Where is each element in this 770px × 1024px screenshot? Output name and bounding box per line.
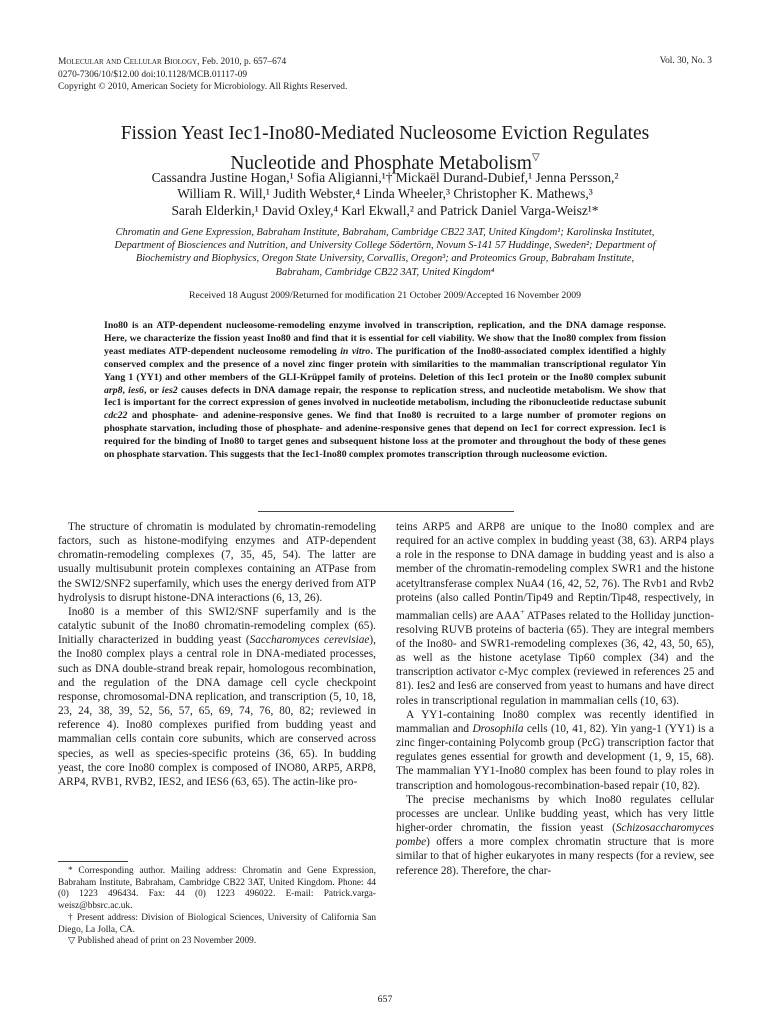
- author-line-2: William R. Will,¹ Judith Webster,⁴ Linda Wheeler,³ Christopher K. Mathews,³: [177, 186, 593, 202]
- author-line-1: Cassandra Justine Hogan,¹ Sofia Aligianni,¹† Mickaël Durand-Dubief,¹ Jenna Persson,²: [151, 170, 619, 185]
- body-paragraph: The precise mechanisms by which Ino80 regulates cellular processes are unclear. Unlike budding yeast, which has very little higher-order chromatin, the fission yeast (Schizosaccharomyces pombe) offers a more complex chromatin structure that is more similar to that of higher eukaryotes in many respects (for a review, see reference 28). Therefore, the char-: [396, 793, 714, 877]
- gene-arp8: arp8: [104, 384, 123, 396]
- title-line-1: Fission Yeast Iec1-Ino80-Mediated Nucleosome Eviction Regulates: [120, 123, 650, 144]
- epub-mark: ▽: [531, 152, 540, 163]
- copyright-line: Copyright © 2010, American Society for Microbiology. All Rights Reserved.: [58, 82, 348, 92]
- footnotes: [58, 866, 376, 948]
- footnote-divider: [58, 861, 128, 862]
- affiliation-line-2: Department of Biosciences and Nutrition, and University College Södertörn, Novum S-141 57 Huddinge, Sweden²; Department of: [114, 240, 656, 252]
- journal-citation: , Feb. 2010, p. 657–674: [197, 57, 287, 67]
- abstract-text: and phosphate- and adenine-responsive genes. We find that Ino80 is recruited to a large number of promoter regions on phosphate starvation, including those of phosphate- and adenine-responsive genes that depend on Iec1 for correct expression. Iec1 is required for the binding of Ino80 to target genes and subsequent histone loss at the promoter and throughout the body of these genes on phosphate starvation. This suggests that the Iec1-Ino80 complex promotes transcription through nucleosome eviction.: [104, 410, 666, 461]
- abstract-italic: in vitro: [340, 345, 371, 357]
- abstract-divider: [258, 511, 514, 512]
- abstract-text: ,: [122, 384, 129, 396]
- journal-name: Molecular and Cellular Biology: [58, 57, 198, 67]
- species-name: Saccharomyces cerevisiae: [249, 634, 370, 647]
- superscript: +: [520, 606, 525, 616]
- gene-cdc22: cdc22: [104, 410, 128, 422]
- abstract-text: Ino80 is an ATP-dependent nucleosome-remodeling enzyme involved in transcription, replication, and the DNA damage response. Here, we characterize the fission yeast Ino80 and find that it is essential for cell viability. We show that the Ino80 complex from fission yeast mediates ATP-dependent nucleosome remodeling: [104, 320, 666, 357]
- received-dates: Received 18 August 2009/Returned for modification 21 October 2009/Accepted 16 November 2009: [188, 290, 582, 301]
- left-column: [58, 520, 376, 789]
- species-name: Drosophila: [472, 722, 524, 735]
- running-header: [58, 56, 347, 94]
- body-paragraph: teins ARP5 and ARP8 are unique to the Ino80 complex and are required for an active complex in budding yeast (38, 63). ARP4 plays a role in the response to DNA damage in budding yeast and is also a member of the chromatin-remodeling complex SWR1 and the histone acetyltransferase complex NuA4 (16, 42, 52, 76). The Rvb1 and Rvb2 proteins (also called Pontin/Tip49 and Reptin/Tip48, respectively, in mammalian cells) are AAA+ ATPases related to the Holliday junction-resolving RUVB proteins of bacteria (65). They are integral members of the Ino80- and SWR1-remodeling complexes (36, 42, 43, 50, 65), as well as the histone acetylase Tip60 complex (34) and the transcription activator c-Myc complex (reviewed in references 25 and 81). Ies2 and Ies6 are conserved from yeast to humans and have direct roles in transcriptional regulation in mammalian cells (10, 63).: [396, 521, 714, 707]
- page-number: 657: [377, 994, 393, 1005]
- affiliation-line-1: Chromatin and Gene Expression, Babraham Institute, Babraham, Cambridge CB22 3AT, United Kingdom¹; Karolinska Institutet,: [115, 227, 655, 238]
- author-line-3: Sarah Elderkin,¹ David Oxley,⁴ Karl Ekwall,² and Patrick Daniel Varga-Weisz¹*: [171, 202, 599, 218]
- right-column: [396, 520, 714, 878]
- footnote-present-address: † Present address: Division of Biological Sciences, University of California San Diego, La Jolla, CA.: [58, 912, 376, 935]
- gene-ies6: ies6: [128, 384, 144, 396]
- body-paragraph: Ino80 is a member of this SWI2/SNF superfamily and is the catalytic subunit of the Ino80 chromatin-remodeling complex (65). Initially characterized in budding yeast (Saccharomyces cerevisiae), the Ino80 complex plays a central role in DNA-mediated processes, such as DNA double-strand break repair, homologous recombination, and the regulation of the DNA damage cell cycle checkpoint response, chromosomal-DNA replication, and transcription (5, 10, 18, 23, 24, 38, 39, 52, 56, 57, 65, 69, 74, 76, 80, 82; reviewed in reference 4). Ino80 complexes purified from budding yeast and mammalian cells contain core subunits, which are conserved across species, as well as species-specific proteins (36, 65). In budding yeast, the core Ino80 complex is composed of INO80, ARP5, ARP8, ARP4, RVB1, RVB2, IES2, and IES6 (63, 65). The actin-like pro-: [58, 605, 377, 788]
- issn-line: 0270-7306/10/$12.00 doi:10.1128/MCB.01117-09: [58, 69, 248, 80]
- title-line-2: Nucleotide and Phosphate Metabolism: [230, 153, 532, 174]
- footnote-corresponding: * Corresponding author. Mailing address: Chromatin and Gene Expression, Babraham Institute, Babraham, Cambridge CB22 3AT, United Kingdom. Phone: 44 (0) 1223 496434. Fax: 44 (0) 1223 496022. E-mail: Patrick.varga-weisz@bbsrc.ac.uk.: [58, 866, 376, 912]
- author-list: [40, 170, 730, 219]
- species-name: Schizosaccharomyces pombe: [396, 822, 714, 849]
- volume-issue: Vol. 30, No. 3: [659, 56, 712, 66]
- affiliation-line-3: Biochemistry and Biophysics, Oregon State University, Corvallis, Oregon³; and Proteomics Group, Babraham Institute,: [135, 253, 635, 265]
- body-paragraph: The structure of chromatin is modulated by chromatin-remodeling factors, such as histone-modifying enzymes and ATP-dependent chromatin-remodeling complexes (7, 35, 45, 54). The latter are usually multisubunit protein complexes containing an ATPase from the SWI2/SNF2 superfamily, which uses the energy derived from ATP hydrolysis to disrupt histone-DNA interactions (6, 13, 26).: [58, 521, 376, 604]
- body-paragraph: A YY1-containing Ino80 complex was recently identified in mammalian and Drosophila cells (10, 41, 82). Yin yang-1 (YY1) is a zinc finger-containing Polycomb group (PcG) transcription factor that regulates genes essential for growth and development (1, 9, 15, 68). The mammalian YY1-Ino80 complex has been found to play roles in transcription and homologous-recombination-based repair (10, 82).: [396, 708, 714, 792]
- affiliation-line-4: Babraham, Cambridge CB22 3AT, United Kingdom⁴: [275, 266, 495, 278]
- abstract-text: causes defects in DNA damage repair, the response to replication stress, and nucleotide metabolism. We show that Iec1 is important for the correct expression of genes involved in nucleotide metabolism, including the ribonucleotide reductase subunit: [104, 384, 666, 409]
- article-title: [40, 122, 730, 176]
- abstract-text: . The purification of the Ino80-associated complex identified a highly conserved complex and the presence of a novel zinc finger protein with similarities to the mammalian transcriptional regulator Yin Yang 1 (YY1) and other members of the GLI-Krüppel family of proteins. Deletion of this Iec1 protein or the Ino80 complex subunit: [104, 345, 666, 383]
- abstract-text: , or: [143, 384, 162, 396]
- gene-ies2: ies2: [161, 384, 178, 396]
- footnote-published: ▽ Published ahead of print on 23 November 2009.: [68, 936, 257, 947]
- affiliations: [58, 226, 712, 279]
- abstract: [104, 320, 666, 462]
